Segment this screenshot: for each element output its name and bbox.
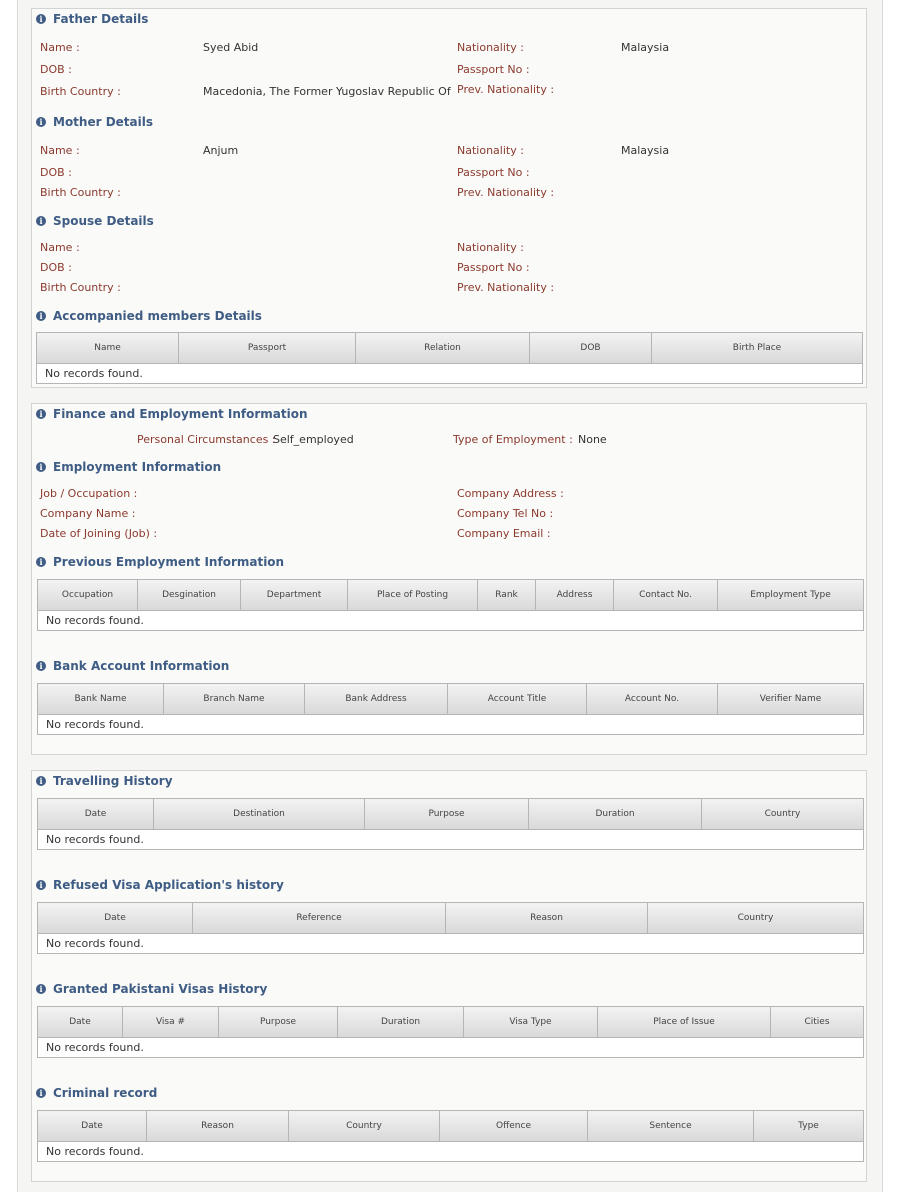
father-prev-nationality-label: Prev. Nationality :: [457, 83, 555, 96]
empty-message: No records found.: [46, 614, 144, 627]
mother-name-value: Anjum: [203, 144, 239, 157]
column-header[interactable]: Passport: [179, 333, 356, 363]
criminal-record-heading: i Criminal record: [36, 1086, 157, 1102]
mother-name-label: Name :: [40, 144, 80, 157]
table-header-row: [37, 333, 862, 364]
info-icon: i: [36, 409, 46, 419]
column-header[interactable]: Desgination: [138, 580, 241, 610]
column-header[interactable]: Cities: [804, 1017, 830, 1027]
spouse-passport-label: Passport No :: [457, 261, 530, 274]
previous-employment-heading: i Previous Employment Information: [36, 555, 284, 571]
column-header[interactable]: Purpose: [365, 799, 529, 829]
info-icon: i: [36, 880, 46, 890]
column-header[interactable]: Department: [241, 580, 348, 610]
table-header-row: [38, 1111, 863, 1142]
criminal-record-table: [37, 1110, 864, 1162]
table-header-row: [38, 580, 863, 611]
info-icon: i: [36, 557, 46, 567]
column-header[interactable]: Date: [38, 799, 154, 829]
info-icon: i: [36, 776, 46, 786]
employment-type-value: None: [578, 433, 607, 446]
employment-type-label: Type of Employment :: [453, 433, 573, 446]
family-details-panel: [31, 8, 867, 388]
column-header[interactable]: Name: [37, 333, 179, 363]
table-header-row: [38, 799, 863, 830]
spouse-dob-label: DOB :: [40, 261, 72, 274]
father-passport-label: Passport No :: [457, 63, 530, 76]
father-nationality-value: Malaysia: [621, 41, 670, 54]
column-header[interactable]: Type: [798, 1121, 819, 1131]
column-header[interactable]: Duration: [529, 799, 702, 829]
column-header[interactable]: Address: [536, 580, 614, 610]
column-header[interactable]: Date: [38, 903, 193, 933]
mother-passport-label: Passport No :: [457, 166, 530, 179]
column-header[interactable]: Place of Posting: [348, 580, 478, 610]
finance-heading: i Finance and Employment Information: [36, 407, 308, 423]
father-birth-country-label: Birth Country :: [40, 85, 121, 98]
company-tel-label: Company Tel No :: [457, 507, 554, 520]
travelling-history-heading: i Travelling History: [36, 774, 173, 790]
column-header[interactable]: DOB: [530, 333, 652, 363]
column-header[interactable]: Occupation: [38, 580, 138, 610]
accompanied-members-table: [36, 332, 863, 384]
personal-circumstances-value: Self_employed: [273, 433, 354, 446]
info-icon: i: [36, 14, 46, 24]
spouse-birth-country-label: Birth Country :: [40, 281, 121, 294]
column-header[interactable]: Rank: [478, 580, 536, 610]
column-header[interactable]: Offence: [440, 1111, 588, 1141]
column-header[interactable]: Birth Place: [732, 343, 782, 353]
mother-nationality-label: Nationality :: [457, 144, 524, 157]
column-header[interactable]: Date: [38, 1007, 123, 1037]
spouse-prev-nationality-label: Prev. Nationality :: [457, 281, 555, 294]
column-header[interactable]: Verifier Name: [759, 694, 822, 704]
column-header[interactable]: Account No.: [587, 684, 718, 714]
column-header[interactable]: Country: [289, 1111, 440, 1141]
column-header[interactable]: Account Title: [448, 684, 587, 714]
column-header[interactable]: Country: [764, 809, 801, 819]
column-header[interactable]: Destination: [154, 799, 365, 829]
table-header-row: [38, 684, 863, 715]
granted-visas-table: [37, 1006, 864, 1058]
previous-employment-table: [37, 579, 864, 631]
column-header[interactable]: Employment Type: [750, 590, 831, 600]
spouse-name-label: Name :: [40, 241, 80, 254]
info-icon: i: [36, 984, 46, 994]
job-occupation-label: Job / Occupation :: [40, 487, 138, 500]
company-email-label: Company Email :: [457, 527, 551, 540]
empty-message: No records found.: [46, 937, 144, 950]
father-name-value: Syed Abid: [203, 41, 259, 54]
column-header[interactable]: Visa Type: [464, 1007, 598, 1037]
info-icon: i: [36, 216, 46, 226]
employment-info-heading: i Employment Information: [36, 460, 221, 476]
father-name-label: Name :: [40, 41, 80, 54]
table-header-row: [38, 1007, 863, 1038]
column-header[interactable]: Duration: [338, 1007, 464, 1037]
mother-details-heading: i Mother Details: [36, 115, 153, 131]
personal-circumstances-label: Personal Circumstances :: [137, 433, 276, 446]
empty-message: No records found.: [46, 718, 144, 731]
column-header[interactable]: Visa #: [123, 1007, 219, 1037]
date-of-joining-label: Date of Joining (Job) :: [40, 527, 158, 540]
column-header[interactable]: Purpose: [219, 1007, 338, 1037]
father-birth-country-value: Macedonia, The Former Yugoslav Republic Of: [203, 85, 451, 98]
column-header[interactable]: Sentence: [588, 1111, 754, 1141]
column-header[interactable]: Contact No.: [614, 580, 718, 610]
empty-message: No records found.: [46, 833, 144, 846]
spouse-details-heading: i Spouse Details: [36, 214, 154, 230]
info-icon: i: [36, 117, 46, 127]
accompanied-members-heading: i Accompanied members Details: [36, 309, 262, 325]
company-address-label: Company Address :: [457, 487, 564, 500]
bank-account-heading: i Bank Account Information: [36, 659, 229, 675]
empty-message: No records found.: [46, 1041, 144, 1054]
column-header[interactable]: Country: [737, 913, 774, 923]
info-icon: i: [36, 1088, 46, 1098]
refused-visa-heading: i Refused Visa Application's history: [36, 878, 284, 894]
column-header[interactable]: Date: [38, 1111, 147, 1141]
column-header[interactable]: Reason: [446, 903, 648, 933]
column-header[interactable]: Branch Name: [164, 684, 305, 714]
spouse-nationality-label: Nationality :: [457, 241, 524, 254]
column-header[interactable]: Bank Name: [38, 684, 164, 714]
mother-birth-country-label: Birth Country :: [40, 186, 121, 199]
company-name-label: Company Name :: [40, 507, 136, 520]
empty-message: No records found.: [46, 1145, 144, 1158]
travelling-history-table: [37, 798, 864, 850]
refused-visa-table: [37, 902, 864, 954]
bank-account-table: [37, 683, 864, 735]
table-header-row: [38, 903, 863, 934]
column-header[interactable]: Bank Address: [305, 684, 448, 714]
mother-dob-label: DOB :: [40, 166, 72, 179]
column-header[interactable]: Place of Issue: [598, 1007, 771, 1037]
granted-visas-heading: i Granted Pakistani Visas History: [36, 982, 267, 998]
column-header[interactable]: Reason: [147, 1111, 289, 1141]
column-header[interactable]: Relation: [356, 333, 530, 363]
column-header[interactable]: Reference: [193, 903, 446, 933]
info-icon: i: [36, 661, 46, 671]
father-dob-label: DOB :: [40, 63, 72, 76]
mother-prev-nationality-label: Prev. Nationality :: [457, 186, 555, 199]
empty-message: No records found.: [45, 367, 143, 380]
father-details-heading: i Father Details: [36, 12, 148, 28]
info-icon: i: [36, 462, 46, 472]
father-nationality-label: Nationality :: [457, 41, 524, 54]
info-icon: i: [36, 311, 46, 321]
mother-nationality-value: Malaysia: [621, 144, 670, 157]
